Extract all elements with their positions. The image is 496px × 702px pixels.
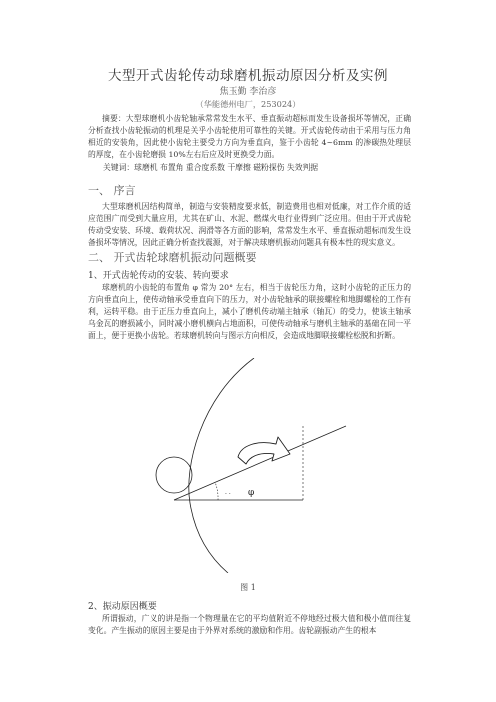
angle-arc <box>215 482 218 500</box>
large-gear-arc <box>189 358 254 573</box>
pinion-circle <box>156 457 192 493</box>
affiliation: （华能德州电厂，253024） <box>195 99 301 109</box>
abstract: 摘要：大型球磨机小齿轮轴承常常发生水平、垂直振动超标而发生设备损坏等情况，正确分析查找小齿轮振动的机理是关乎小齿轮使用可靠性的关键。开式齿轮传动由于采用与压力角相近的安装角，因此使小齿轮主要受力方向为垂直向，鉴于小齿轮 4~6mm 的渗碳热处理层的厚度，在小齿轮磨损 10%左右后应及时更换受力面。 <box>88 114 411 159</box>
inclined-line <box>174 426 346 500</box>
section-heading-1: 一、 序言 <box>88 184 136 197</box>
intro-paragraph: 大型球磨机因结构简单，制造与安装精度要求低，制造费用也相对低廉，对工作介质的适应范围广而受到大量应用，尤其在矿山、水泥、燃煤火电行业得到广泛应用。但由于开式齿轮传动受安装、环境、载荷状况、润滑等各方面的影响，常常发生水平、垂直振动超标而发生设备损坏等情况，因此正确分析查找震源，对于解决球磨机振动问题具有极本性的现实意义。 <box>88 202 411 247</box>
keywords: 关键词：球磨机 布置角 重合度系数 干摩擦 磁粉探伤 失效判据 <box>103 163 319 172</box>
installation-paragraph: 球磨机的小齿轮的布置角 φ 常为 20° 左右，相当于齿轮压力角，这时小齿轮的正压力的方向垂直向上，使传动轴承受垂直向下的压力，对小齿轮轴承的联接螺栓和地脚螺栓的工作有利，运转平稳。由于正压力垂直向上，减小了磨机传动端主轴承（轴瓦）的受力，使该主轴承乌金瓦的磨损减小，同时减小磨机横向占地面积，可使传动轴承与磨机主轴承的基础在同一平面上，便于更换小齿轮。若球磨机转向与图示方向相反，会造成地脚联接螺栓松脱和折断。 <box>88 283 411 340</box>
rotation-arrow-icon <box>238 437 290 464</box>
phi-label: φ <box>248 488 255 498</box>
gear-arrangement-figure <box>88 358 411 573</box>
vibration-paragraph: 所谓振动，广义的讲是指一个物理量在它的平均值附近不停地经过极大值和极小值而往复变化。产生振动的原因主要是由于外界对系统的激励和作用。齿轮副振动产生的根本 <box>88 614 411 635</box>
section-heading-2: 二、 开式齿轮球磨机振动问题概要 <box>88 251 257 264</box>
angle-dots: · · <box>225 491 231 498</box>
subsection-heading-2: 2、振动原因概要 <box>88 602 157 612</box>
subsection-heading-1: 1、开式齿轮传动的安装、转向要求 <box>88 271 229 281</box>
authors: 焦玉勤 李治彦 <box>219 87 277 97</box>
figure-caption: 图 1 <box>240 583 256 592</box>
paper-title: 大型开式齿轮传动球磨机振动原因分析及实例 <box>108 68 388 84</box>
